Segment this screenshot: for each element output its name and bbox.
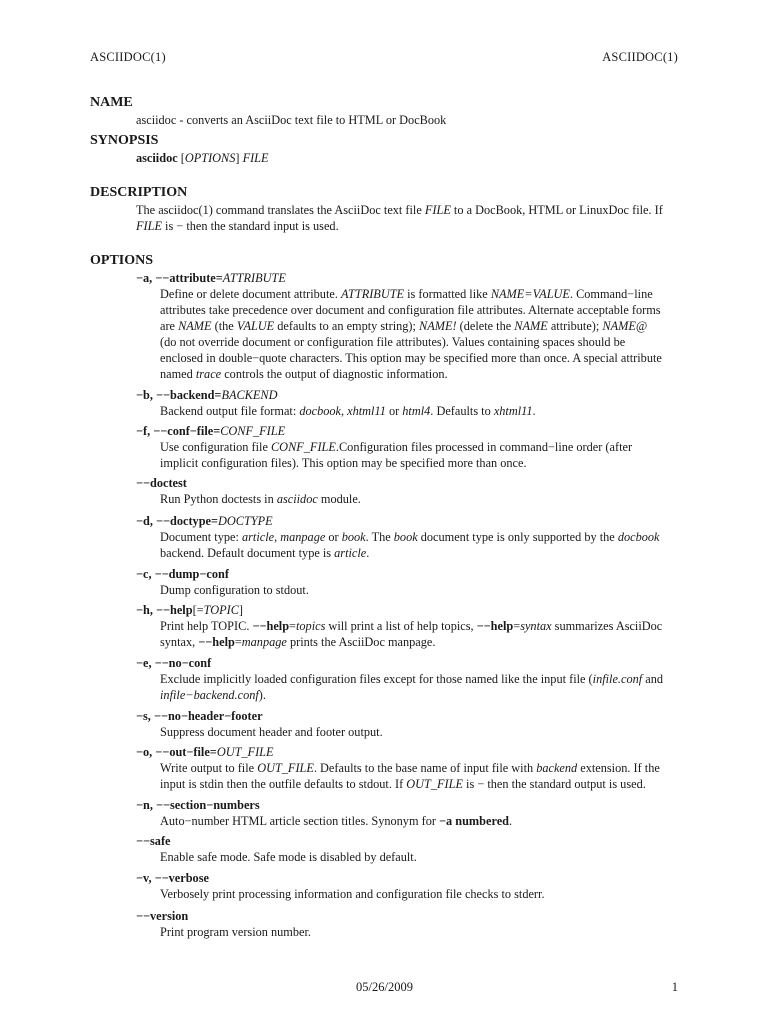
- text: =: [289, 619, 296, 633]
- text: . Command−line: [569, 287, 653, 301]
- text: asciidoc: [276, 492, 318, 506]
- desc-line: attributes take precedence over document and configuration file attributes. Alternate acceptable forms: [160, 303, 661, 317]
- footer-page-number: 1: [671, 980, 678, 994]
- option-section-numbers-desc: [160, 813, 684, 829]
- desc-line: Suppress document header and footer output.: [160, 725, 383, 739]
- text: CONF_FILE: [270, 440, 336, 454]
- text: NAME!: [419, 319, 457, 333]
- desc-line: [160, 687, 684, 703]
- desc-line: enclosed in double−quote characters. This option may be specified more than once. A special attribute: [160, 351, 662, 365]
- text: will print a list of help topics,: [325, 619, 477, 633]
- desc-line: [160, 403, 684, 419]
- option-doctype-desc: [160, 529, 684, 561]
- synopsis-bracket: ]: [235, 151, 243, 165]
- option-conf-file: [136, 423, 285, 439]
- text: trace: [195, 367, 222, 381]
- synopsis-text: [136, 150, 682, 166]
- option-arg: CONF_FILE: [220, 424, 286, 438]
- section-title-description: DESCRIPTION: [90, 185, 188, 200]
- text: ATTRIBUTE: [340, 287, 405, 301]
- option-no-header-footer-desc: [160, 724, 684, 740]
- desc-line: Enable safe mode. Safe mode is disabled by default.: [160, 850, 417, 864]
- desc-line: Verbosely print processing information and configuration file checks to stderr.: [160, 887, 545, 901]
- section-title-synopsis: SYNOPSIS: [90, 133, 159, 148]
- description-line: [136, 218, 682, 234]
- text: =: [513, 619, 521, 633]
- option-help: [136, 602, 243, 618]
- desc-line: [160, 318, 684, 334]
- option-arg: [=: [192, 603, 204, 617]
- option-verbose-desc: [160, 886, 684, 902]
- text: . Defaults to: [430, 404, 494, 418]
- text: .Configuration files processed in command−line order (after: [335, 440, 633, 454]
- option-doctest-desc: [160, 491, 684, 507]
- text: and: [642, 672, 664, 686]
- option-conf-file-desc: [160, 439, 684, 471]
- desc-line: [160, 439, 684, 455]
- synopsis-bracket: [: [177, 151, 185, 165]
- text: summarizes AsciiDoc: [551, 619, 663, 633]
- text: is − then the standard input is used.: [161, 219, 339, 233]
- text: −−help: [476, 619, 514, 633]
- option-attribute: [136, 270, 286, 286]
- text: or: [385, 404, 403, 418]
- text: ,: [341, 404, 348, 418]
- synopsis-options: OPTIONS: [184, 151, 236, 165]
- text: .: [532, 404, 536, 418]
- text: xhtml11: [347, 404, 386, 418]
- option-doctype: [136, 513, 273, 529]
- desc-line: [160, 671, 684, 687]
- text: docbook: [299, 404, 341, 418]
- option-flag: −f, −−conf−file=: [136, 424, 221, 438]
- text: .: [366, 546, 370, 560]
- text: . Defaults to the base name of input file with: [313, 761, 537, 775]
- option-version: −−version: [136, 909, 189, 923]
- name-text: asciidoc - converts an AsciiDoc text file to HTML or DocBook: [136, 113, 447, 127]
- text: −a numbered: [439, 814, 509, 828]
- text: (the: [211, 319, 237, 333]
- text: OUT_FILE: [406, 777, 463, 791]
- text: NAME@: [602, 319, 648, 333]
- text: NAME: [514, 319, 548, 333]
- text: docbook: [617, 530, 660, 544]
- desc-line: implicit configuration files). This option may be specified more than once.: [160, 456, 527, 470]
- text: (delete the: [456, 319, 515, 333]
- synopsis-file: FILE: [242, 151, 269, 165]
- text: −−help: [198, 635, 235, 649]
- option-out-file-desc: [160, 760, 684, 792]
- option-section-numbers: −n, −−section−numbers: [136, 798, 260, 812]
- text: controls the output of diagnostic information.: [221, 367, 448, 381]
- text: syntax: [520, 619, 552, 633]
- text: xhtml11: [493, 404, 533, 418]
- text: VALUE: [236, 319, 275, 333]
- text: module.: [317, 492, 361, 506]
- option-dump-conf-desc: [160, 582, 684, 598]
- text: Define or delete document attribute.: [160, 287, 341, 301]
- option-flag: −o, −−out−file=: [136, 745, 217, 759]
- text: ).: [258, 688, 266, 702]
- option-flag: −a, −−attribute=: [136, 271, 223, 285]
- option-version-desc: [160, 924, 684, 940]
- option-arg: DOCTYPE: [218, 514, 273, 528]
- option-flag: −b, −−backend=: [136, 388, 222, 402]
- option-doctest: −−doctest: [136, 476, 187, 490]
- option-safe: −−safe: [136, 834, 171, 848]
- option-dump-conf: −c, −−dump−conf: [136, 567, 229, 581]
- option-attribute-desc: [160, 286, 684, 382]
- text: attribute);: [547, 319, 603, 333]
- description-text: [136, 202, 682, 234]
- text: backend. Default document type is: [160, 546, 335, 560]
- desc-line: [160, 813, 684, 829]
- option-arg: ]: [238, 603, 244, 617]
- desc-line: Dump configuration to stdout.: [160, 583, 309, 597]
- option-arg: ATTRIBUTE: [222, 271, 286, 285]
- text: OUT_FILE: [257, 761, 314, 775]
- desc-line: [160, 776, 684, 792]
- text: html4: [402, 404, 431, 418]
- desc-line: [160, 634, 684, 650]
- option-flag: −h, −−help: [136, 603, 193, 617]
- text: manpage: [241, 635, 287, 649]
- option-safe-desc: [160, 849, 684, 865]
- option-backend: [136, 387, 277, 403]
- desc-line: [160, 366, 684, 382]
- option-flag: −d, −−doctype=: [136, 514, 219, 528]
- option-no-conf: −e, −−no−conf: [136, 656, 212, 670]
- section-title-options: OPTIONS: [90, 253, 154, 268]
- option-backend-desc: [160, 403, 684, 419]
- text: infile−backend.conf: [160, 688, 259, 702]
- text: Exclude implicitly loaded configuration files except for those named like the input file (: [160, 672, 593, 686]
- text: input is stdin then the outfile defaults to stdout. If: [160, 777, 407, 791]
- text: NAME: [178, 319, 212, 333]
- option-verbose: −v, −−verbose: [136, 871, 209, 885]
- text: extension. If the: [577, 761, 660, 775]
- text: named: [160, 367, 196, 381]
- text: ,: [274, 530, 281, 544]
- text: FILE: [136, 219, 162, 233]
- text: Print help TOPIC.: [160, 619, 253, 633]
- text: infile.conf: [592, 672, 643, 686]
- text: book: [393, 530, 418, 544]
- text: is − then the standard output is used.: [462, 777, 646, 791]
- text: FILE: [424, 203, 451, 217]
- desc-line: Print program version number.: [160, 925, 311, 939]
- text: defaults to an empty string);: [274, 319, 419, 333]
- desc-line: [160, 760, 684, 776]
- option-help-desc: [160, 618, 684, 650]
- text: NAME=VALUE: [490, 287, 570, 301]
- text: syntax,: [160, 635, 199, 649]
- section-title-name: NAME: [90, 95, 133, 110]
- option-no-conf-desc: [160, 671, 684, 703]
- desc-line: [160, 286, 684, 302]
- option-no-header-footer: −s, −−no−header−footer: [136, 709, 263, 723]
- text: backend: [536, 761, 578, 775]
- desc-line: [160, 529, 684, 545]
- synopsis-command: asciidoc: [136, 151, 178, 165]
- text: The asciidoc(1) command translates the AsciiDoc text file: [136, 203, 425, 217]
- option-out-file: [136, 744, 274, 760]
- text: or: [325, 530, 342, 544]
- description-line: [136, 202, 682, 218]
- text: =: [234, 635, 242, 649]
- desc-line: (do not override document or configuration file attributes). Values containing spaces should be: [160, 335, 626, 349]
- text: document type is only supported by the: [417, 530, 618, 544]
- text: . The: [365, 530, 394, 544]
- text: Backend output file format:: [160, 404, 300, 418]
- option-arg: BACKEND: [221, 388, 278, 402]
- text: Use configuration file: [160, 440, 271, 454]
- text: Document type:: [160, 530, 242, 544]
- page-header-right: ASCIIDOC(1): [602, 50, 678, 64]
- text: article: [334, 546, 367, 560]
- text: manpage: [280, 530, 326, 544]
- text: Run Python doctests in: [160, 492, 277, 506]
- text: topics: [295, 619, 326, 633]
- text: −−help: [252, 619, 290, 633]
- page-header-left: ASCIIDOC(1): [90, 50, 166, 64]
- desc-line: [160, 618, 684, 634]
- text: are: [160, 319, 179, 333]
- text: book: [341, 530, 366, 544]
- text: .: [509, 814, 513, 828]
- text: is formatted like: [404, 287, 491, 301]
- text: to a DocBook, HTML or LinuxDoc file. If: [450, 203, 663, 217]
- text: Write output to file: [160, 761, 258, 775]
- option-arg: OUT_FILE: [216, 745, 274, 759]
- desc-line: [160, 491, 684, 507]
- text: article: [241, 530, 275, 544]
- desc-line: [160, 545, 684, 561]
- footer-date: 05/26/2009: [356, 980, 413, 994]
- option-arg: TOPIC: [203, 603, 239, 617]
- text: Auto−number HTML article section titles. Synonym for: [160, 814, 440, 828]
- text: prints the AsciiDoc manpage.: [286, 635, 436, 649]
